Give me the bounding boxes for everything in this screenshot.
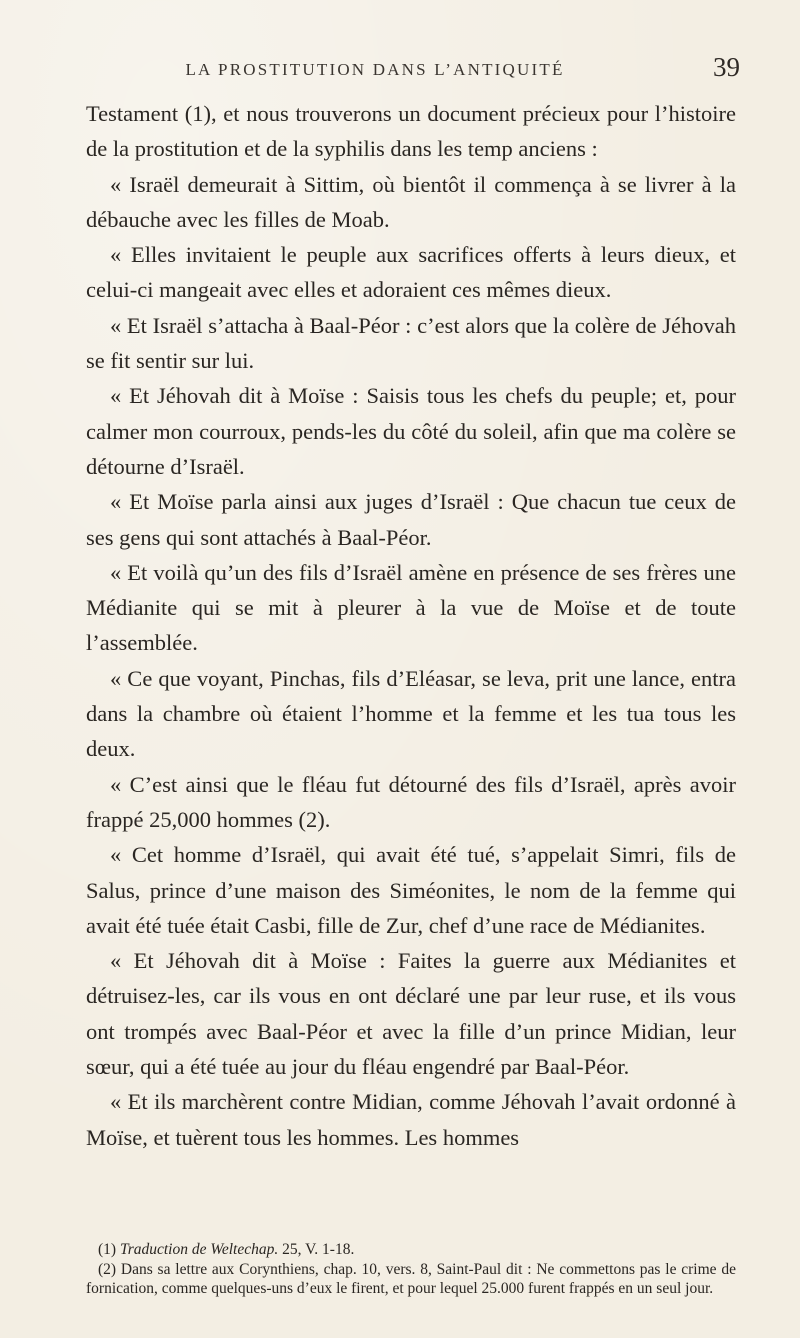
paragraph: « Et voilà qu’un des fils d’Israël amène en présence de ses frères une Médianite qui se mit à pleurer à la vue de Moïse et de toute l’assemblée. bbox=[86, 559, 736, 656]
footnote-number: (1) bbox=[98, 1241, 117, 1258]
paragraph: « Et Jéhovah dit à Moïse : Faites la guerre aux Médianites et détruisez-les, car ils vous en ont déclaré une par leur ruse, et ils vous ont trompés avec Baal-Péor et avec la fille d’un prince Midian, leur sœur, qui a été tuée au jour du fléau engendré par Baal-Péor. bbox=[86, 948, 736, 1080]
footnote-text: Dans sa lettre aux Corynthiens, chap. 10, vers. 8, Saint-Paul dit : Ne commettons pas le crime de fornication, comme quelques-uns d’eux le firent, et pour lequel 25.000 furent frappés en un seul jour. bbox=[86, 1260, 736, 1297]
footnotes bbox=[86, 1240, 736, 1299]
paragraph: Testament (1), et nous trouverons un document précieux pour l’histoire de la prostitution et de la syphilis dans les temp anciens : bbox=[86, 101, 736, 162]
paragraph: « Elles invitaient le peuple aux sacrifices offerts à leurs dieux, et celui-ci mangeait avec elles et adoraient ces mêmes dieux. bbox=[86, 242, 736, 303]
paragraph: « Et Israël s’attacha à Baal-Péor : c’est alors que la colère de Jéhovah se fit sentir sur lui. bbox=[86, 312, 736, 374]
paragraph: « Cet homme d’Israël, qui avait été tué, s’appelait Simri, fils de Salus, prince d’une maison des Siméonites, le nom de la femme qui avait été tuée était Casbi, fille de Zur, chef d’une race de Médianites. bbox=[86, 842, 736, 938]
footnote-2 bbox=[86, 1260, 736, 1299]
paragraph: « Et Moïse parla ainsi aux juges d’Israël : Que chacun tue ceux de ses gens qui sont attachés à Baal-Péor. bbox=[86, 489, 736, 550]
paragraph: « Israël demeurait à Sittim, où bientôt il commença à se livrer à la débauche avec les filles de Moab. bbox=[86, 171, 736, 232]
body-text bbox=[86, 96, 736, 1155]
paragraph: « Et Jéhovah dit à Moïse : Saisis tous les chefs du peuple; et, pour calmer mon courroux, pends-les du côté du soleil, afin que ma colère se détourne d’Israël. bbox=[86, 383, 736, 479]
paragraph: « Et ils marchèrent contre Midian, comme Jéhovah l’avait ordonné à Moïse, et tuèrent tous les hommes. Les hommes bbox=[86, 1089, 736, 1150]
footnote-source-title: Traduction de Weltechap. bbox=[119, 1241, 279, 1258]
footnote-1 bbox=[86, 1240, 736, 1260]
paragraph: « Ce que voyant, Pinchas, fils d’Eléasar, se leva, prit une lance, entra dans la chambre où étaient l’homme et la femme et les tua tous les deux. bbox=[86, 665, 736, 762]
running-head: LA PROSTITUTION DANS L’ANTIQUITÉ bbox=[185, 60, 565, 79]
page-number: 39 bbox=[713, 52, 740, 82]
paragraph: « C’est ainsi que le fléau fut détourné des fils d’Israël, après avoir frappé 25,000 hommes (2). bbox=[86, 771, 736, 832]
footnote-reference: 25, V. 1-18. bbox=[282, 1241, 355, 1258]
footnote-number: (2) bbox=[98, 1260, 117, 1278]
page-header bbox=[80, 52, 740, 96]
